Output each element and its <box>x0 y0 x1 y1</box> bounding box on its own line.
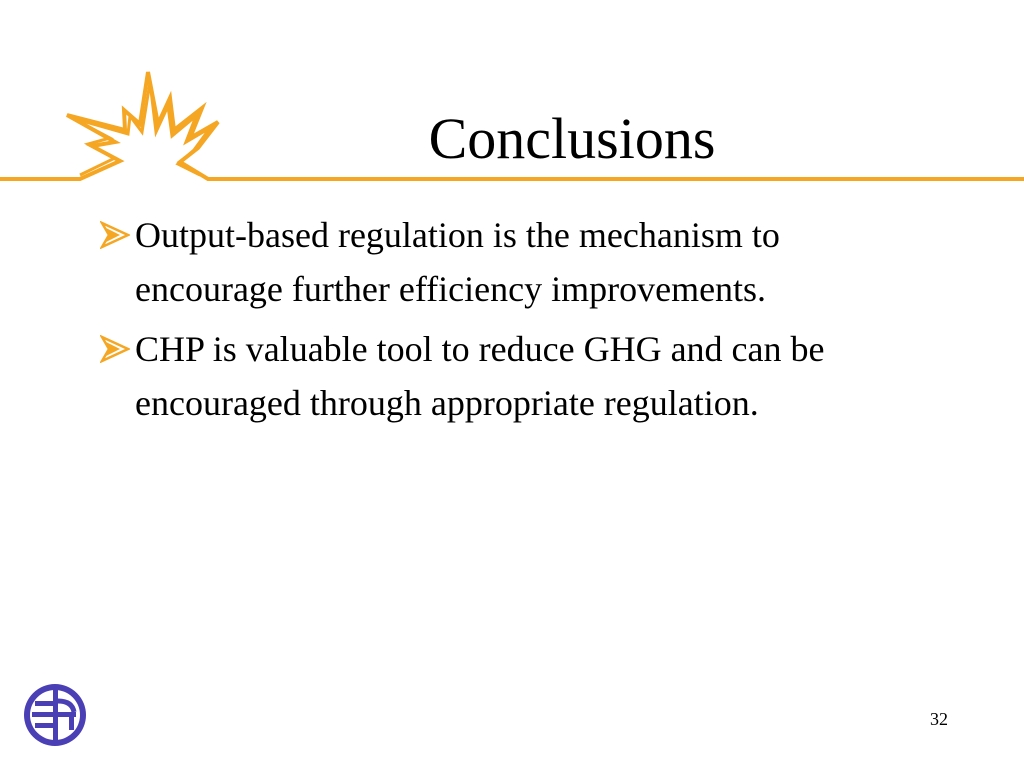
arrowhead-bullet-icon <box>100 335 130 363</box>
arrowhead-bullet-icon <box>100 221 130 249</box>
bullet-text: Output-based regulation is the mechanism to encourage further efficiency improvements. <box>135 215 780 309</box>
organization-seal-logo <box>22 682 88 748</box>
slide-title: Conclusions <box>428 106 716 171</box>
bullet-item <box>100 322 920 430</box>
bullet-list <box>100 208 920 436</box>
bullet-text: CHP is valuable tool to reduce GHG and can be encouraged through appropriate regulation. <box>135 329 825 423</box>
bullet-item <box>100 208 920 316</box>
page-number: 32 <box>930 709 948 729</box>
